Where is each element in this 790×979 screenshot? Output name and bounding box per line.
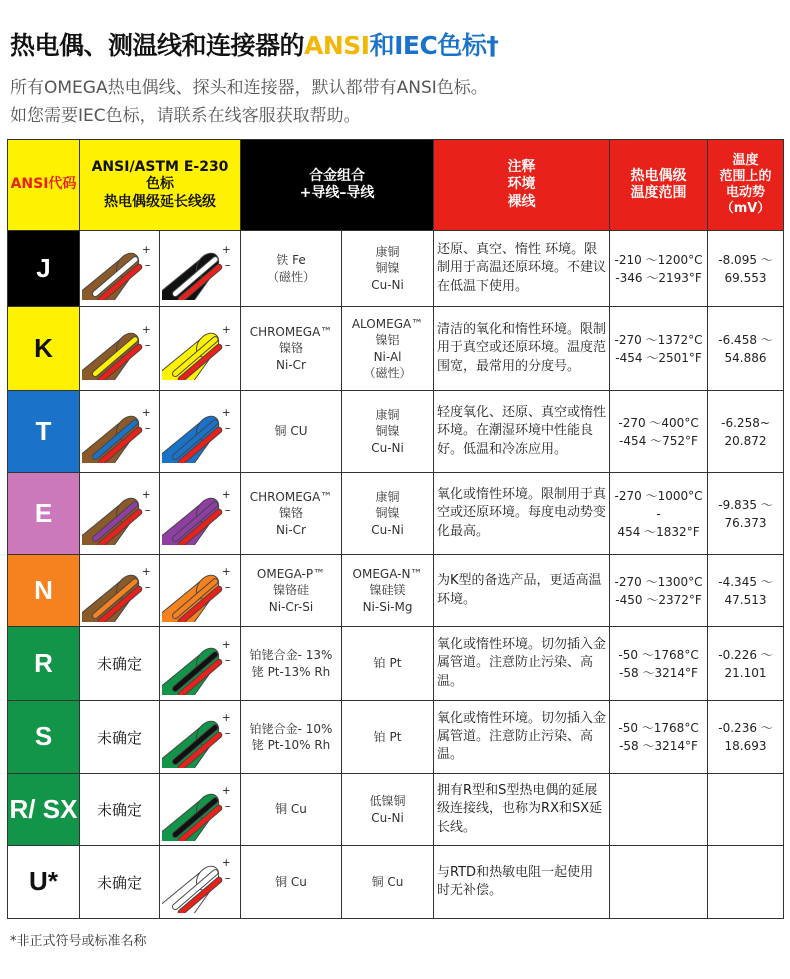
code-cell: R/ SX <box>8 774 80 846</box>
alloy-line: Cu-Ni <box>371 810 404 825</box>
wire-icon <box>82 483 158 545</box>
alloy-line: CHROMEGA™ <box>249 490 333 505</box>
alloy-negative <box>342 307 434 391</box>
minus-icon: – <box>224 257 231 272</box>
wire-icon <box>82 318 158 380</box>
env-cell: 拥有R型和S型热电偶的延展级连接线，也称为RX和SX延长线。 <box>434 774 610 846</box>
tc-wire-cell: 未确定 <box>80 627 160 701</box>
ext-wire-cell <box>160 774 241 846</box>
alloy-positive <box>241 627 342 701</box>
alloy-line: Cu-Ni <box>371 522 404 537</box>
temp-cell <box>610 555 708 627</box>
code-cell: E <box>8 473 80 555</box>
plus-icon: + <box>221 638 231 651</box>
tc-wire-cell: 未确定 <box>80 701 160 774</box>
code-cell: T <box>8 391 80 473</box>
temp-fahrenheit: -58 ～3214°F <box>619 665 698 680</box>
tc-wire-cell <box>80 555 160 627</box>
alloy-line: 镍硅镁 <box>369 583 406 598</box>
minus-icon: – <box>144 420 150 435</box>
plus-icon: + <box>221 243 231 256</box>
page-title <box>10 26 498 62</box>
env-cell: 氧化或惰性环境。限制用于真空或还原环境。每度电动势变化最高。 <box>434 473 610 555</box>
env-cell: 还原、真空、惰性 环境。限制用于高温还原环境。不建议在低温下使用。 <box>434 231 610 307</box>
ext-wire-cell <box>160 473 241 555</box>
emf-cell <box>708 701 784 774</box>
emf-max: 54.886 <box>724 350 767 365</box>
plus-icon: + <box>221 711 231 724</box>
tc-wire-cell <box>80 307 160 391</box>
alloy-negative <box>342 473 434 555</box>
title-dagger: † <box>486 31 499 60</box>
header-color-line-1: ANSI/ASTM E-230 <box>91 158 229 175</box>
temp-cell <box>610 391 708 473</box>
title-ansi: ANSI <box>304 31 370 60</box>
alloy-positive <box>241 307 342 391</box>
emf-max: 69.553 <box>724 270 767 285</box>
emf-cell <box>708 846 784 919</box>
alloy-line: 铜镍 <box>375 261 400 276</box>
alloy-line: 铜 CU <box>274 424 308 439</box>
alloy-line: 铜 Cu <box>275 874 307 889</box>
emf-min: -6.258~ <box>721 415 770 430</box>
emf-min: -4.345 ～ <box>718 574 773 589</box>
alloy-line: Cu-Ni <box>371 440 404 455</box>
wire-icon <box>162 633 238 695</box>
tc-wire-cell: 未确定 <box>80 846 160 919</box>
tc-wire-cell <box>80 231 160 307</box>
temp-cell <box>610 307 708 391</box>
env-cell: 清洁的氧化和惰性环境。限制用于真空或还原环境。温度范围宽，最常用的分度号。 <box>434 307 610 391</box>
emf-min: -8.095 ～ <box>718 252 773 267</box>
alloy-line: ALOMEGA™ <box>351 317 424 332</box>
wire-icon <box>162 238 238 300</box>
alloy-positive <box>241 774 342 846</box>
alloy-line: 铁 Fe <box>276 253 306 268</box>
plus-icon: + <box>221 406 231 419</box>
alloy-line: Cu-Ni <box>371 277 404 292</box>
temp-fahrenheit: -58 ～3214°F <box>619 739 698 753</box>
emf-cell <box>708 391 784 473</box>
header-env-line-2: 环境 <box>507 176 536 193</box>
header-env-line-1: 注释 <box>507 158 536 175</box>
emf-min: -0.226 ～ <box>718 647 773 662</box>
alloy-positive <box>241 231 342 307</box>
header-temp-line-1: 热电偶级 <box>630 167 687 184</box>
alloy-negative <box>342 627 434 701</box>
plus-icon: + <box>141 406 151 419</box>
header-alloy <box>241 140 434 231</box>
emf-max: 18.693 <box>724 739 767 753</box>
tc-wire-cell <box>80 391 160 473</box>
minus-icon: – <box>144 502 150 517</box>
temp-cell <box>610 231 708 307</box>
emf-min: -0.236 ～ <box>718 721 773 735</box>
emf-cell <box>708 627 784 701</box>
alloy-positive <box>241 391 342 473</box>
minus-icon: – <box>224 726 231 740</box>
header-alloy-line-2: +导线–导线 <box>299 185 375 201</box>
table-row-J <box>8 231 784 307</box>
wire-icon <box>162 851 238 913</box>
alloy-line: 康铜 <box>375 245 400 260</box>
alloy-negative <box>342 701 434 774</box>
alloy-line: 铜镍 <box>375 506 400 521</box>
minus-icon: – <box>224 502 231 517</box>
header-emf-line-1: 温度 <box>732 152 759 168</box>
temp-celsius: -270 ～1000°C - <box>614 488 703 521</box>
alloy-line: CHROMEGA™ <box>249 325 333 340</box>
env-cell: 为K型的备选产品，更适高温环境。 <box>434 555 610 627</box>
header-color-line-3: 热电偶级延长线级 <box>104 193 216 210</box>
temp-celsius: -270 ～400°C <box>618 415 699 430</box>
table-row-R <box>8 627 784 701</box>
ext-wire-cell <box>160 307 241 391</box>
table-row-T <box>8 391 784 473</box>
minus-icon: – <box>224 871 231 885</box>
alloy-line: 康铜 <box>375 490 400 505</box>
temp-celsius: -50 ～1768°C <box>618 721 699 735</box>
table-row-N <box>8 555 784 627</box>
alloy-line: 镍铬 <box>279 506 304 521</box>
minus-icon: – <box>224 579 231 594</box>
alloy-line: 铜 Cu <box>371 874 404 889</box>
alloy-line: Ni-Cr <box>276 357 306 372</box>
header-alloy-line-1: 合金组合 <box>309 167 366 184</box>
header-env-line-3: 裸线 <box>507 193 536 210</box>
ext-wire-cell <box>160 846 241 919</box>
header-temp <box>610 140 708 231</box>
ext-wire-cell <box>160 391 241 473</box>
ext-wire-cell <box>160 627 241 701</box>
emf-cell <box>708 555 784 627</box>
minus-icon: – <box>144 579 150 594</box>
wire-icon <box>162 779 238 841</box>
code-cell: R <box>8 627 80 701</box>
alloy-negative <box>342 391 434 473</box>
env-cell: 轻度氧化、还原、真空或惰性环境。在潮湿环境中性能良好。低温和冷冻应用。 <box>434 391 610 473</box>
header-emf-line-3: 电动势 <box>726 185 766 200</box>
alloy-line: 铜 Cu <box>275 802 307 817</box>
wire-icon <box>162 483 238 545</box>
temp-fahrenheit: -454 ～2501°F <box>615 350 702 365</box>
plus-icon: + <box>221 323 231 336</box>
minus-icon: – <box>224 420 231 435</box>
table-row-RSX <box>8 774 784 846</box>
wire-icon <box>82 401 158 463</box>
alloy-line: 低镍铜 <box>369 794 406 809</box>
plus-icon: + <box>221 856 231 869</box>
code-cell: S <box>8 701 80 774</box>
plus-icon: + <box>221 565 231 578</box>
header-env <box>434 140 610 231</box>
wire-icon <box>162 706 238 768</box>
temp-celsius: -50 ～1768°C <box>618 647 699 662</box>
env-cell: 与RTD和热敏电阻一起使用时无补偿。 <box>434 846 610 919</box>
header-color <box>80 140 241 231</box>
table-row-S <box>8 701 784 774</box>
emf-max: 20.872 <box>724 433 767 448</box>
alloy-line: Ni-Si-Mg <box>362 599 413 614</box>
temp-fahrenheit: 454 ～1832°F <box>617 524 700 539</box>
subtitle-line-1: 所有OMEGA热电偶线、探头和连接器，默认都带有ANSI色标。 <box>10 78 488 98</box>
header-temp-line-2: 温度范围 <box>630 185 687 201</box>
env-cell: 氧化或惰性环境。切勿插入金属管道。注意防止污染、高温。 <box>434 701 610 774</box>
tc-wire-cell: 未确定 <box>80 774 160 846</box>
header-color-line-2: 色标 <box>146 176 174 193</box>
ext-wire-cell <box>160 701 241 774</box>
table-row-U <box>8 846 784 919</box>
header-row <box>8 140 784 231</box>
alloy-positive <box>241 846 342 919</box>
emf-cell <box>708 473 784 555</box>
emf-min: -9.835 ～ <box>718 497 773 512</box>
temp-celsius: -270 ～1372°C <box>614 332 703 347</box>
minus-icon: – <box>144 337 150 352</box>
code-cell: J <box>8 231 80 307</box>
alloy-negative <box>342 555 434 627</box>
wire-icon <box>162 560 238 622</box>
alloy-line: （磁性） <box>363 365 412 380</box>
temp-cell <box>610 627 708 701</box>
temp-cell <box>610 846 708 919</box>
emf-cell <box>708 307 784 391</box>
temp-fahrenheit: -450 ～2372°F <box>615 592 702 607</box>
color-code-table <box>7 139 784 919</box>
title-and: 和 <box>369 31 395 60</box>
plus-icon: + <box>141 488 151 501</box>
wire-icon <box>82 560 158 622</box>
alloy-line: （磁性） <box>267 269 316 284</box>
minus-icon: – <box>224 652 231 667</box>
alloy-line: 铜镍 <box>375 424 400 439</box>
wire-icon <box>162 401 238 463</box>
wire-icon <box>82 238 158 300</box>
title-iec: IEC色标 <box>394 31 487 60</box>
emf-cell <box>708 774 784 846</box>
alloy-line: Ni-Al <box>373 349 402 364</box>
header-emf-line-4: （mV） <box>720 201 771 217</box>
emf-cell <box>708 231 784 307</box>
alloy-line: 镍铬硅 <box>273 583 310 598</box>
tc-wire-cell <box>80 473 160 555</box>
table-row-E <box>8 473 784 555</box>
wire-icon <box>162 318 238 380</box>
temp-cell <box>610 774 708 846</box>
code-cell: K <box>8 307 80 391</box>
emf-max: 76.373 <box>724 515 767 530</box>
plus-icon: + <box>141 243 151 256</box>
alloy-line: 铂 Pt <box>373 656 402 671</box>
emf-max: 47.513 <box>724 592 767 607</box>
alloy-line: OMEGA-P™ <box>256 567 326 582</box>
emf-min: -6.458 ～ <box>718 332 773 347</box>
emf-max: 21.101 <box>724 665 767 680</box>
alloy-line: 铑 Pt-10% Rh <box>251 738 331 752</box>
alloy-negative <box>342 846 434 919</box>
temp-cell <box>610 473 708 555</box>
header-code: ANSI代码 <box>8 140 80 231</box>
temp-celsius: -270 ～1300°C <box>614 574 703 589</box>
header-emf-line-2: 范围上的 <box>719 168 772 184</box>
header-emf <box>708 140 784 231</box>
alloy-line: 镍铬 <box>279 341 304 356</box>
alloy-line: 铑 Pt-13% Rh <box>251 664 331 679</box>
alloy-positive <box>241 555 342 627</box>
temp-celsius: -210 ～1200°C <box>614 252 703 267</box>
title-main: 热电偶、测温线和连接器的 <box>10 31 305 60</box>
code-cell: U* <box>8 846 80 919</box>
alloy-line: 镍铝 <box>375 333 400 348</box>
ext-wire-cell <box>160 231 241 307</box>
env-cell: 氧化或惰性环境。切勿插入金属管道。注意防止污染、高温。 <box>434 627 610 701</box>
table-row-K <box>8 307 784 391</box>
code-cell: N <box>8 555 80 627</box>
alloy-line: 康铜 <box>375 408 400 423</box>
alloy-line: 铂铑合金- 13% <box>249 648 333 663</box>
alloy-line: OMEGA-N™ <box>352 567 423 582</box>
alloy-line: 铂铑合金- 10% <box>249 721 333 736</box>
minus-icon: – <box>224 798 231 813</box>
alloy-positive <box>241 701 342 774</box>
alloy-line: Ni-Cr-Si <box>268 599 314 614</box>
alloy-positive <box>241 473 342 555</box>
temp-fahrenheit: -346 ～2193°F <box>615 270 702 285</box>
plus-icon: + <box>221 784 231 797</box>
alloy-line: 铂 Pt <box>373 729 402 744</box>
alloy-line: Ni-Cr <box>276 522 306 537</box>
temp-cell <box>610 701 708 774</box>
ext-wire-cell <box>160 555 241 627</box>
minus-icon: – <box>224 337 231 352</box>
plus-icon: + <box>141 565 151 578</box>
alloy-negative <box>342 774 434 846</box>
temp-fahrenheit: -454 ～752°F <box>619 433 698 448</box>
footnote: *非正式符号或标准名称 <box>10 934 147 949</box>
alloy-negative <box>342 231 434 307</box>
minus-icon: – <box>144 257 150 272</box>
plus-icon: + <box>141 323 151 336</box>
subtitle-line-2: 如您需要IEC色标，请联系在线客服获取帮助。 <box>10 106 361 126</box>
plus-icon: + <box>221 488 231 501</box>
